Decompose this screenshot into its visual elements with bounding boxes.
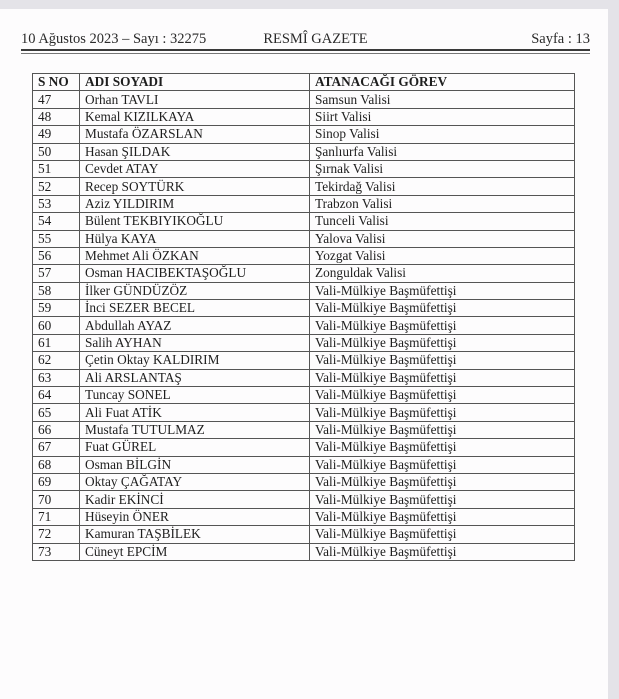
person-name: İnci SEZER BECEL bbox=[80, 300, 310, 317]
person-name: Mustafa ÖZARSLAN bbox=[80, 126, 310, 143]
table-row bbox=[33, 126, 575, 143]
gazette-page bbox=[0, 9, 608, 699]
row-number: 49 bbox=[33, 126, 80, 143]
person-name: Hasan ŞILDAK bbox=[80, 143, 310, 160]
assigned-position: Vali-Mülkiye Başmüfettişi bbox=[310, 491, 575, 508]
person-name: Osman BİLGİN bbox=[80, 456, 310, 473]
assigned-position: Vali-Mülkiye Başmüfettişi bbox=[310, 352, 575, 369]
row-number: 57 bbox=[33, 265, 80, 282]
assigned-position: Vali-Mülkiye Başmüfettişi bbox=[310, 421, 575, 438]
person-name: Fuat GÜREL bbox=[80, 439, 310, 456]
row-number: 63 bbox=[33, 369, 80, 386]
table-row bbox=[33, 387, 575, 404]
assigned-position: Zonguldak Valisi bbox=[310, 265, 575, 282]
page-header bbox=[21, 31, 590, 51]
assigned-position: Yozgat Valisi bbox=[310, 247, 575, 264]
row-number: 51 bbox=[33, 160, 80, 177]
person-name: Cüneyt EPCİM bbox=[80, 543, 310, 560]
row-number: 56 bbox=[33, 247, 80, 264]
row-number: 65 bbox=[33, 404, 80, 421]
assigned-position: Vali-Mülkiye Başmüfettişi bbox=[310, 317, 575, 334]
table-row bbox=[33, 91, 575, 108]
assigned-position: Sinop Valisi bbox=[310, 126, 575, 143]
table-row bbox=[33, 508, 575, 525]
table-row bbox=[33, 247, 575, 264]
row-number: 50 bbox=[33, 143, 80, 160]
assigned-position: Vali-Mülkiye Başmüfettişi bbox=[310, 300, 575, 317]
page-number: Sayfa : 13 bbox=[531, 31, 590, 47]
person-name: Aziz YILDIRIM bbox=[80, 195, 310, 212]
person-name: Oktay ÇAĞATAY bbox=[80, 473, 310, 490]
person-name: Hülya KAYA bbox=[80, 230, 310, 247]
table-row bbox=[33, 352, 575, 369]
column-header-sno: S NO bbox=[33, 74, 80, 91]
table-row bbox=[33, 300, 575, 317]
assigned-position: Siirt Valisi bbox=[310, 108, 575, 125]
person-name: Ali Fuat ATİK bbox=[80, 404, 310, 421]
row-number: 48 bbox=[33, 108, 80, 125]
table-row bbox=[33, 491, 575, 508]
row-number: 53 bbox=[33, 195, 80, 212]
table-row bbox=[33, 108, 575, 125]
row-number: 66 bbox=[33, 421, 80, 438]
person-name: Hüseyin ÖNER bbox=[80, 508, 310, 525]
assigned-position: Vali-Mülkiye Başmüfettişi bbox=[310, 387, 575, 404]
row-number: 70 bbox=[33, 491, 80, 508]
assigned-position: Yalova Valisi bbox=[310, 230, 575, 247]
row-number: 72 bbox=[33, 526, 80, 543]
table-row bbox=[33, 473, 575, 490]
row-number: 61 bbox=[33, 334, 80, 351]
person-name: Kadir EKİNCİ bbox=[80, 491, 310, 508]
person-name: Cevdet ATAY bbox=[80, 160, 310, 177]
table-row bbox=[33, 543, 575, 560]
row-number: 62 bbox=[33, 352, 80, 369]
table-row bbox=[33, 421, 575, 438]
row-number: 64 bbox=[33, 387, 80, 404]
row-number: 55 bbox=[33, 230, 80, 247]
table-row bbox=[33, 317, 575, 334]
assigned-position: Vali-Mülkiye Başmüfettişi bbox=[310, 404, 575, 421]
table-row bbox=[33, 369, 575, 386]
publication-title: RESMÎ GAZETE bbox=[263, 31, 368, 47]
person-name: İlker GÜNDÜZÖZ bbox=[80, 282, 310, 299]
table-row bbox=[33, 143, 575, 160]
person-name: Kamuran TAŞBİLEK bbox=[80, 526, 310, 543]
appointments-table bbox=[32, 73, 575, 561]
row-number: 67 bbox=[33, 439, 80, 456]
person-name: Mustafa TUTULMAZ bbox=[80, 421, 310, 438]
table-row bbox=[33, 456, 575, 473]
row-number: 60 bbox=[33, 317, 80, 334]
table-row bbox=[33, 526, 575, 543]
assigned-position: Vali-Mülkiye Başmüfettişi bbox=[310, 543, 575, 560]
table-header-row bbox=[33, 74, 575, 91]
row-number: 68 bbox=[33, 456, 80, 473]
assigned-position: Vali-Mülkiye Başmüfettişi bbox=[310, 526, 575, 543]
assigned-position: Vali-Mülkiye Başmüfettişi bbox=[310, 334, 575, 351]
column-header-name: ADI SOYADI bbox=[80, 74, 310, 91]
row-number: 71 bbox=[33, 508, 80, 525]
person-name: Abdullah AYAZ bbox=[80, 317, 310, 334]
row-number: 47 bbox=[33, 91, 80, 108]
row-number: 69 bbox=[33, 473, 80, 490]
assigned-position: Trabzon Valisi bbox=[310, 195, 575, 212]
assigned-position: Samsun Valisi bbox=[310, 91, 575, 108]
person-name: Bülent TEKBIYIKOĞLU bbox=[80, 213, 310, 230]
issue-date-number: 10 Ağustos 2023 – Sayı : 32275 bbox=[21, 31, 207, 47]
assigned-position: Tunceli Valisi bbox=[310, 213, 575, 230]
assigned-position: Vali-Mülkiye Başmüfettişi bbox=[310, 439, 575, 456]
row-number: 54 bbox=[33, 213, 80, 230]
person-name: Ali ARSLANTAŞ bbox=[80, 369, 310, 386]
header-rule-thin bbox=[21, 53, 590, 54]
table-row bbox=[33, 178, 575, 195]
assigned-position: Vali-Mülkiye Başmüfettişi bbox=[310, 282, 575, 299]
row-number: 73 bbox=[33, 543, 80, 560]
table-row bbox=[33, 334, 575, 351]
person-name: Çetin Oktay KALDIRIM bbox=[80, 352, 310, 369]
assigned-position: Şanlıurfa Valisi bbox=[310, 143, 575, 160]
row-number: 52 bbox=[33, 178, 80, 195]
person-name: Osman HACIBEKTAŞOĞLU bbox=[80, 265, 310, 282]
column-header-position: ATANACAĞI GÖREV bbox=[310, 74, 575, 91]
table-row bbox=[33, 195, 575, 212]
table-row bbox=[33, 439, 575, 456]
assigned-position: Vali-Mülkiye Başmüfettişi bbox=[310, 508, 575, 525]
table-row bbox=[33, 265, 575, 282]
assigned-position: Tekirdağ Valisi bbox=[310, 178, 575, 195]
table-row bbox=[33, 404, 575, 421]
person-name: Mehmet Ali ÖZKAN bbox=[80, 247, 310, 264]
assigned-position: Vali-Mülkiye Başmüfettişi bbox=[310, 456, 575, 473]
table-row bbox=[33, 213, 575, 230]
person-name: Orhan TAVLI bbox=[80, 91, 310, 108]
header-rule-thick bbox=[21, 49, 590, 51]
assigned-position: Şırnak Valisi bbox=[310, 160, 575, 177]
table-row bbox=[33, 230, 575, 247]
row-number: 58 bbox=[33, 282, 80, 299]
assigned-position: Vali-Mülkiye Başmüfettişi bbox=[310, 369, 575, 386]
table-row bbox=[33, 160, 575, 177]
person-name: Tuncay SONEL bbox=[80, 387, 310, 404]
person-name: Kemal KIZILKAYA bbox=[80, 108, 310, 125]
person-name: Recep SOYTÜRK bbox=[80, 178, 310, 195]
row-number: 59 bbox=[33, 300, 80, 317]
person-name: Salih AYHAN bbox=[80, 334, 310, 351]
table-row bbox=[33, 282, 575, 299]
assigned-position: Vali-Mülkiye Başmüfettişi bbox=[310, 473, 575, 490]
table-body bbox=[33, 91, 575, 561]
